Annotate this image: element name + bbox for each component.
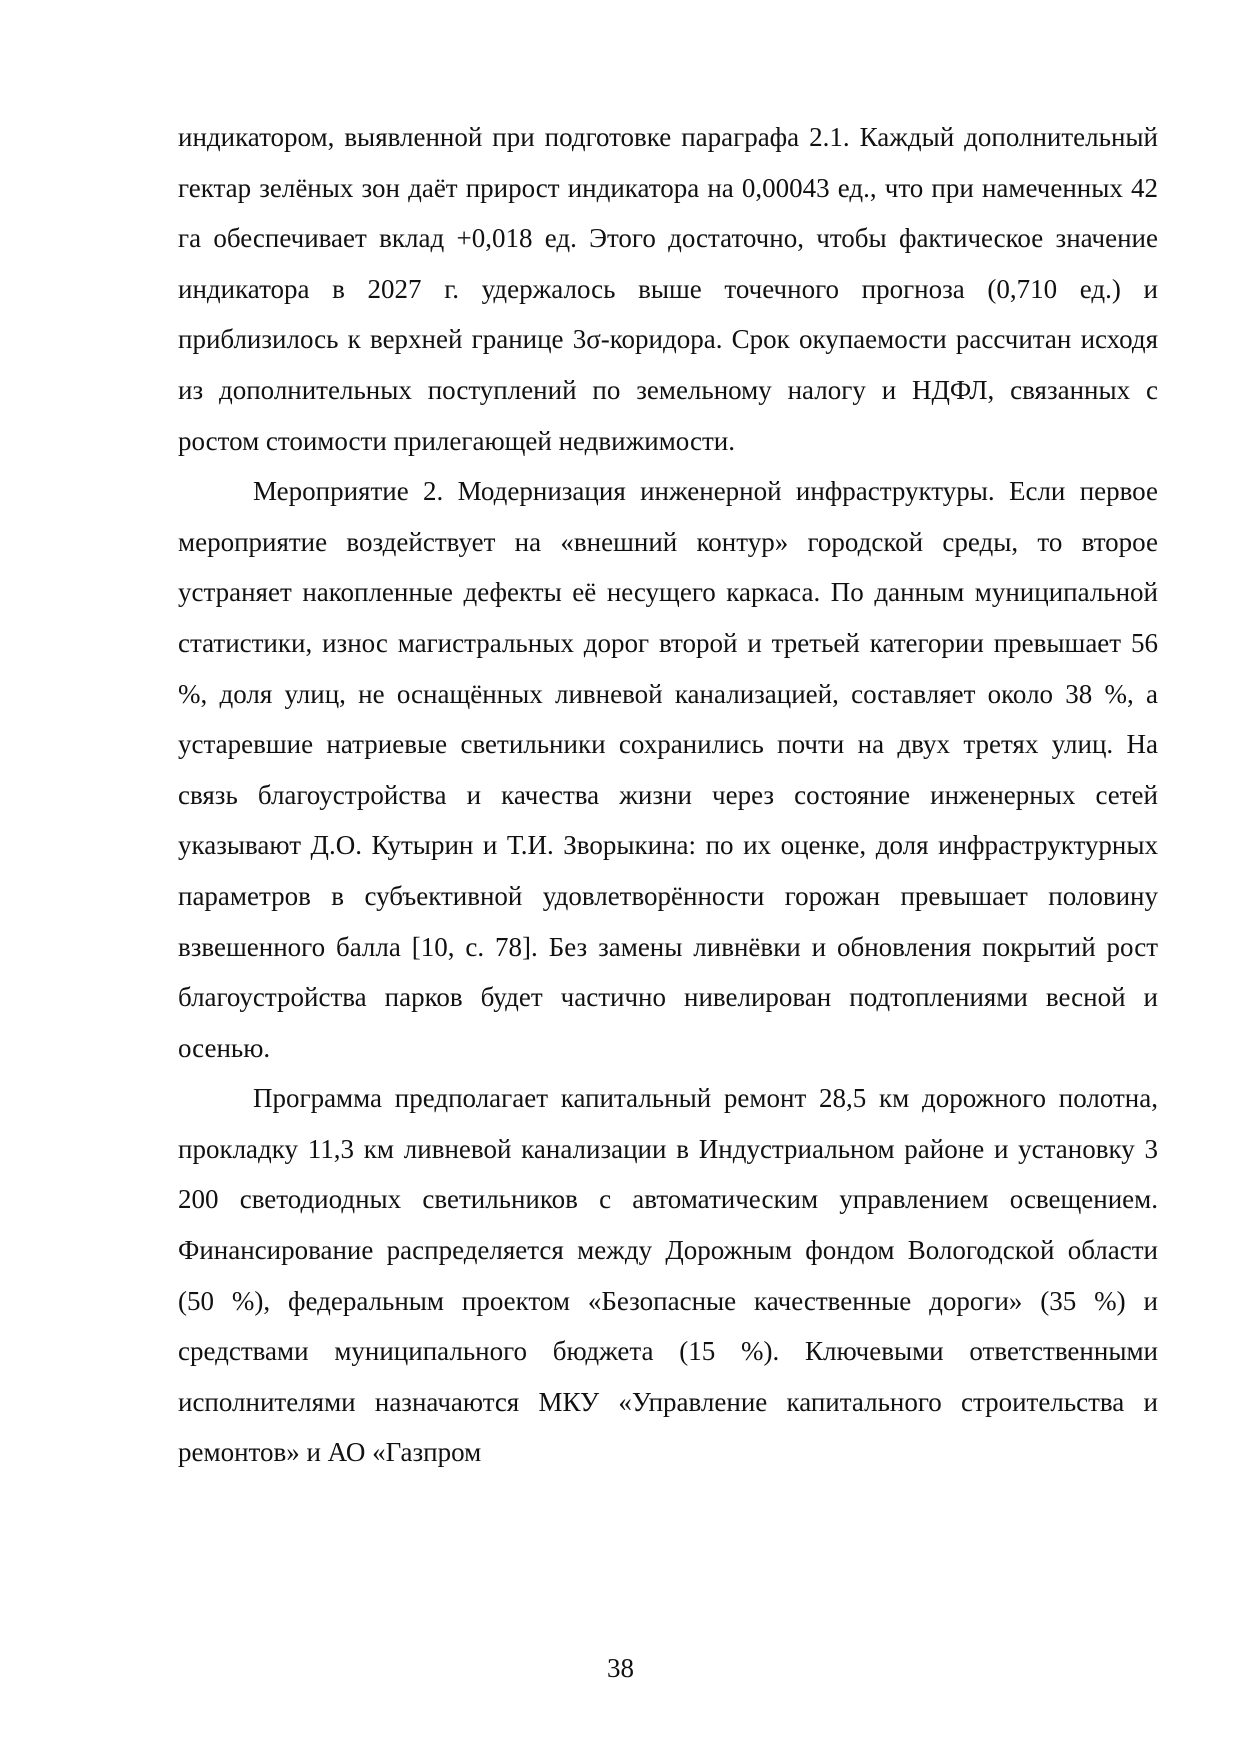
body-text <box>178 112 1158 1478</box>
paragraph-measure-2: Мероприятие 2. Модернизация инженерной инфраструктуры. Если первое мероприятие воздействует на «внешний контур» городской среды, то второе устраняет накопленные дефекты её несущего каркаса. По данным муниципальной статистики, износ магистральных дорог второй и третьей категории превышает 56 %, доля улиц, не оснащённых ливневой канализацией, составляет около 38 %, а устаревшие натриевые светильники сохранились почти на двух третях улиц. На связь благоустройства и качества жизни через состояние инженерных сетей указывают Д.О. Кутырин и Т.И. Зворыкина: по их оценке, доля инфраструктурных параметров в субъективной удовлетворённости горожан превышает половину взвешенного балла [10, с. 78]. Без замены ливнёвки и обновления покрытий рост благоустройства парков будет частично нивелирован подтоплениями весной и осенью. <box>178 476 1158 1063</box>
page-number: 38 <box>607 1653 634 1683</box>
paragraph-program: Программа предполагает капитальный ремонт 28,5 км дорожного полотна, прокладку 11,3 км ливневой канализации в Индустриальном районе и установку 3 200 светодиодных светильников с автоматическим управлением освещением. Финансирование распределяется между Дорожным фондом Вологодской области (50 %), федеральным проектом «Безопасные качественные дороги» (35 %) и средствами муниципального бюджета (15 %). Ключевыми ответственными исполнителями назначаются МКУ «Управление капитального строительства и ремонтов» и АО «Газпром <box>178 1083 1158 1468</box>
paragraph-continued: индикатором, выявленной при подготовке параграфа 2.1. Каждый дополнительный гектар зелёных зон даёт прирост индикатора на 0,00043 ед., что при намеченных 42 га обеспечивает вклад +0,018 ед. Этого достаточно, чтобы фактическое значение индикатора в 2027 г. удержалось выше точечного прогноза (0,710 ед.) и приблизилось к верхней границе 3σ-коридора. Срок окупаемости рассчитан исходя из дополнительных поступлений по земельному налогу и НДФЛ, связанных с ростом стоимости прилегающей недвижимости. <box>178 122 1158 456</box>
